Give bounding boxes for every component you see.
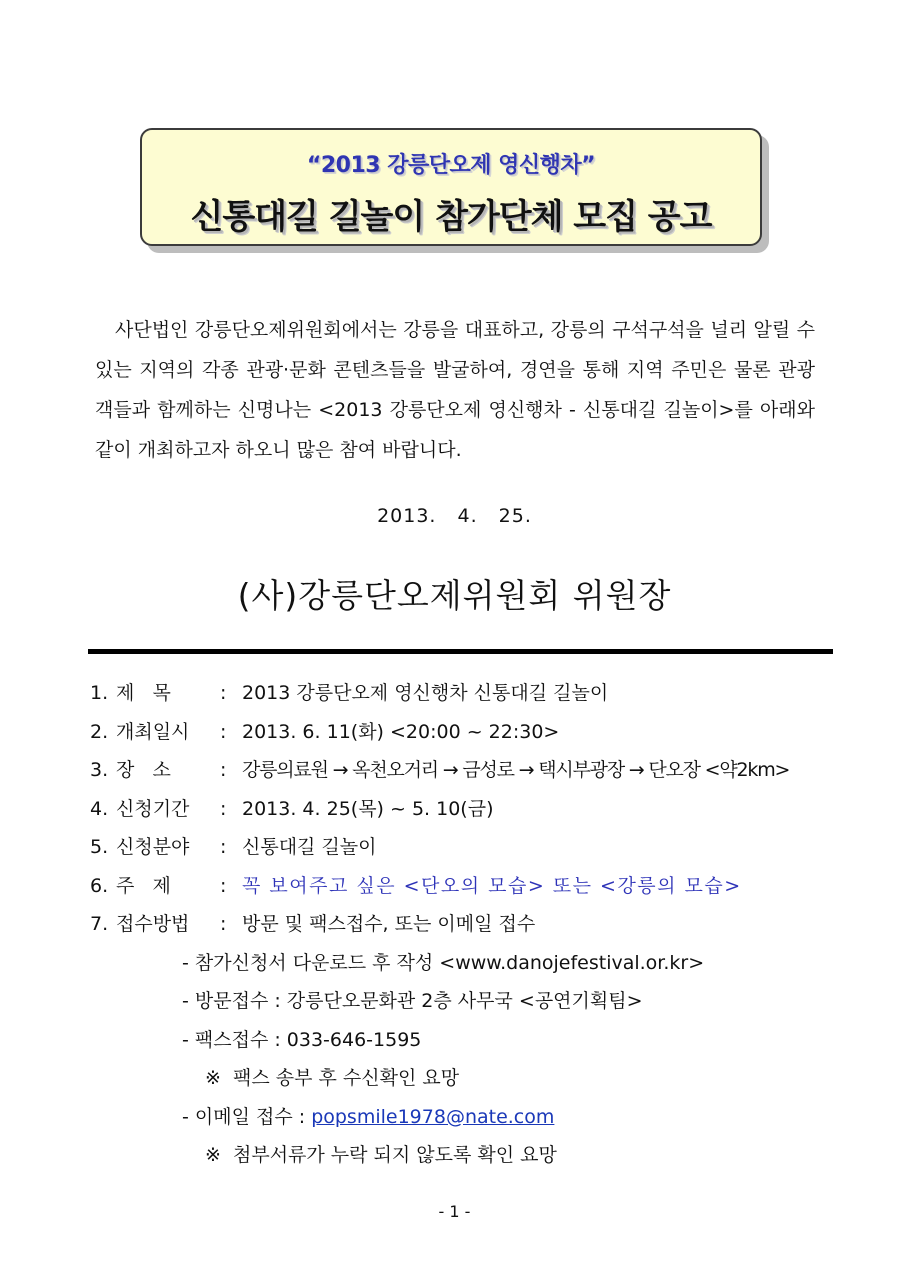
- title-box: [140, 128, 762, 246]
- intro-paragraph: 사단법인 강릉단오제위원회에서는 강릉을 대표하고, 강릉의 구석구석을 널리 알릴 수 있는 지역의 각종 관광·문화 콘텐츠들을 발굴하여, 경연을 통해 지역 주민은 물론 관광객들과 함께하는 신명나는 <2013 강릉단오제 영신행차 - 신통대길 길놀이>를 아래와 같이 개최하고자 하오니 많은 참여 바랍니다.: [95, 319, 815, 461]
- item-label: 제 목: [116, 682, 171, 704]
- item-number: 5.: [90, 836, 109, 858]
- organization-signature: (사)강릉단오제위원회 위원장: [237, 576, 672, 615]
- notice-date: 2013. 4. 25.: [377, 505, 532, 527]
- item-label: 장 소: [116, 759, 171, 781]
- item-value: 2013. 4. 25(목) ~ 5. 10(금): [242, 797, 494, 820]
- list-item-theme: [90, 867, 850, 906]
- sub-item-download: - 참가신청서 다운로드 후 작성 <www.danojefestival.or.kr>: [182, 951, 705, 974]
- page-number: - 1 -: [438, 1202, 471, 1221]
- item-value: 강릉의료원 → 옥천오거리 → 금성로 → 택시부광장 → 단오장 <약2km>: [242, 759, 790, 781]
- item-label: 개최일시: [116, 720, 190, 743]
- list-item-category: [90, 828, 850, 867]
- item-separator: :: [220, 913, 227, 935]
- item-label: 신청분야: [116, 836, 190, 858]
- item-separator: :: [220, 720, 227, 743]
- item-label: 접수방법: [116, 913, 190, 935]
- list-item-datetime: [90, 713, 850, 752]
- email-note: ※ 첨부서류가 누락 되지 않도록 확인 요망: [205, 1144, 557, 1166]
- item-value: 2013. 6. 11(화) <20:00 ~ 22:30>: [242, 720, 560, 743]
- item-number: 1.: [90, 682, 109, 704]
- item-number: 2.: [90, 720, 109, 743]
- fax-note: ※ 팩스 송부 후 수신확인 요망: [205, 1067, 460, 1089]
- divider: [88, 649, 833, 654]
- item-value: 신통대길 길놀이: [242, 836, 377, 858]
- item-value: 2013 강릉단오제 영신행차 신통대길 길놀이: [242, 682, 609, 704]
- sub-item-email: [90, 1098, 850, 1137]
- item-value: 방문 및 팩스접수, 또는 이메일 접수: [242, 913, 536, 935]
- item-number: 7.: [90, 913, 109, 935]
- item-number: 3.: [90, 759, 109, 781]
- item-separator: :: [220, 874, 227, 897]
- email-label: - 이메일 접수 :: [182, 1105, 312, 1128]
- item-separator: :: [220, 797, 227, 820]
- list-item-place: [90, 751, 850, 790]
- list-item-application-period: [90, 790, 850, 829]
- sub-item-visit: - 방문접수 : 강릉단오문화관 2층 사무국 <공연기획팀>: [182, 990, 643, 1012]
- item-label: 주 제: [116, 874, 171, 897]
- sub-item-fax: - 팩스접수 : 033-646-1595: [182, 1028, 422, 1051]
- notice-title: 신통대길 길놀이 참가단체 모집 공고: [190, 197, 712, 237]
- item-value: 꼭 보여주고 싶은 <단오의 모습> 또는 <강릉의 모습>: [242, 874, 742, 897]
- list-item-method: [90, 905, 850, 944]
- email-link[interactable]: popsmile1978@nate.com: [311, 1105, 555, 1128]
- event-subtitle: “2013 강릉단오제 영신행차”: [306, 153, 596, 178]
- item-separator: :: [220, 759, 227, 781]
- item-number: 4.: [90, 797, 109, 820]
- details-list: [90, 674, 850, 1175]
- item-label: 신청기간: [116, 797, 190, 820]
- list-item-title: [90, 674, 850, 713]
- item-number: 6.: [90, 874, 109, 897]
- item-separator: :: [220, 682, 227, 704]
- item-separator: :: [220, 836, 227, 858]
